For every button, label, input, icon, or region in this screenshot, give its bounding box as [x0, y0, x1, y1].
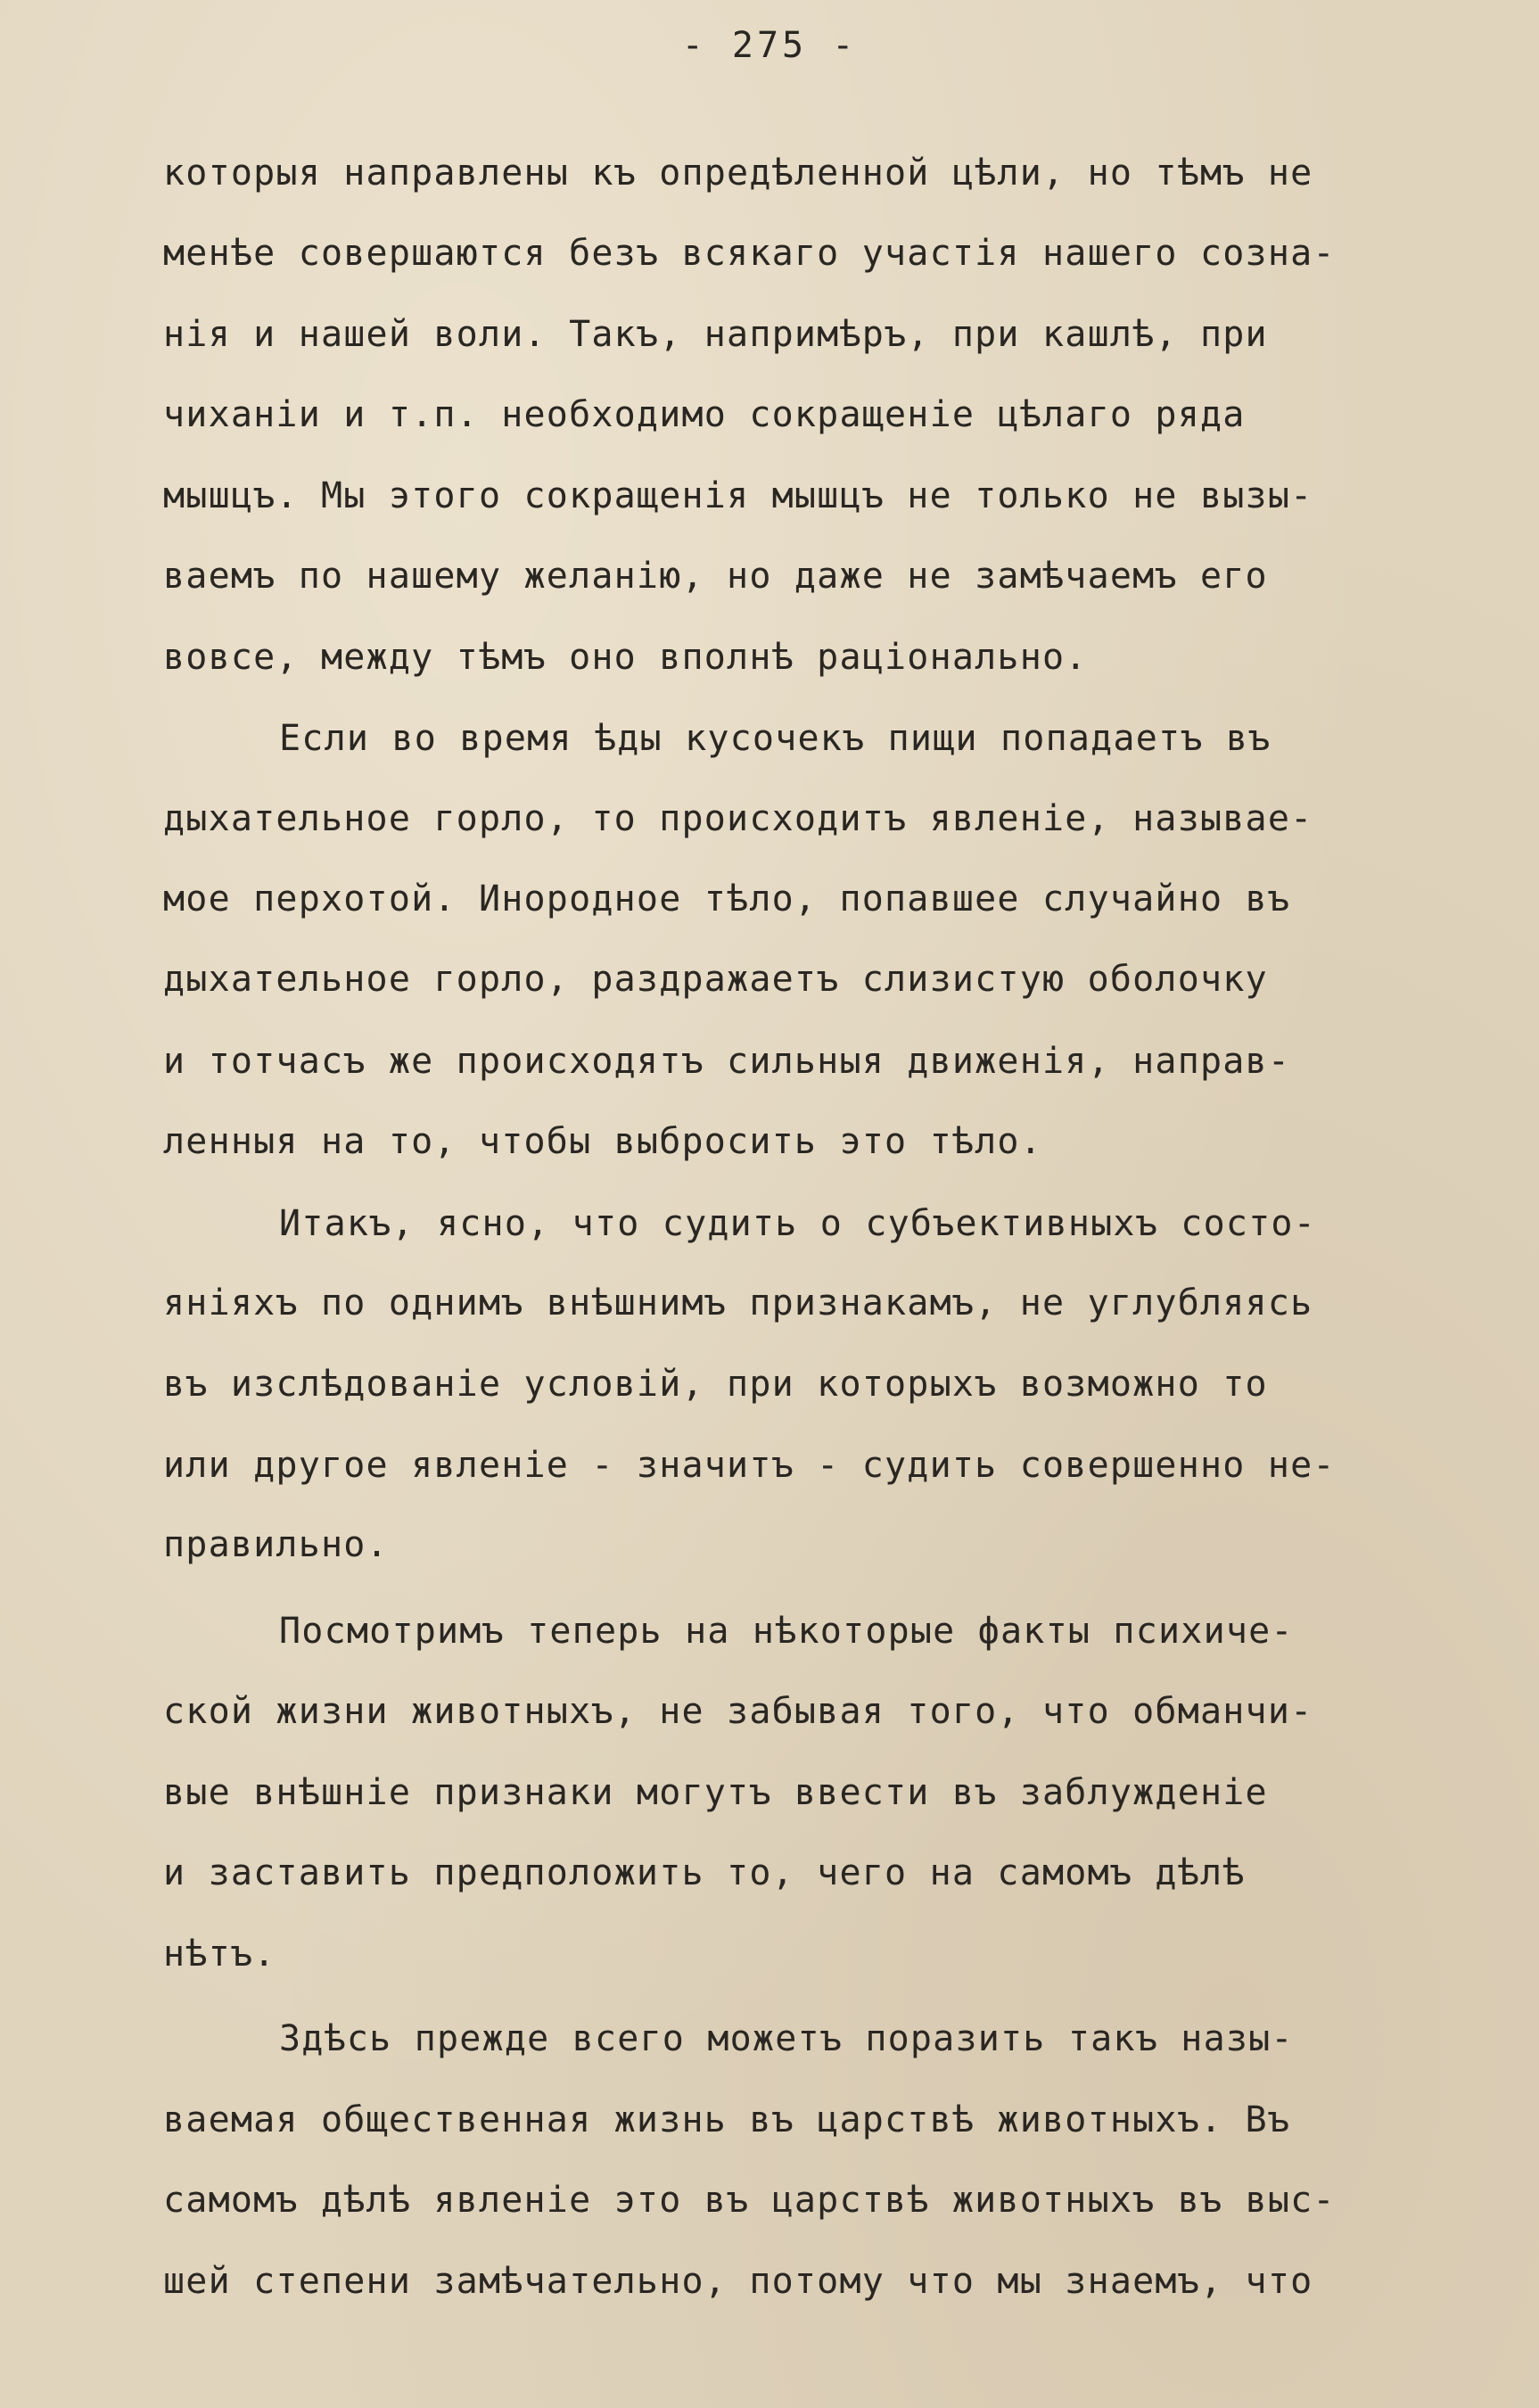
text-line: нія и нашей воли. Такъ, напримѣръ, при кашлѣ, при	[163, 314, 1268, 355]
text-line: нѣтъ.	[163, 1934, 276, 1975]
text-line: въ изслѣдованіе условій, при которыхъ возможно то	[163, 1364, 1268, 1405]
text-line: мое перхотой. Инородное тѣло, попавшее случайно въ	[163, 878, 1291, 919]
text-line: менѣе совершаются безъ всякаго участія нашего созна-	[163, 233, 1336, 274]
text-line: чиханіи и т.п. необходимо сокращеніе цѣлаго ряда	[163, 394, 1246, 435]
text-line: яніяхъ по однимъ внѣшнимъ признакамъ, не углубляясь	[163, 1282, 1313, 1324]
text-line: и заставить предположить то, чего на самомъ дѣлѣ	[163, 1852, 1246, 1893]
text-line: самомъ дѣлѣ явленіе это въ царствѣ животныхъ въ выс-	[163, 2180, 1336, 2221]
text-line: дыхательное горло, то происходитъ явленіе, называе-	[163, 798, 1313, 839]
text-line: или другое явленіе - значитъ - судить совершенно не-	[163, 1445, 1336, 1486]
text-line: и тотчасъ же происходятъ сильныя движенія, направ-	[163, 1041, 1291, 1082]
text-line: ваемъ по нашему желанію, но даже не замѣчаемъ его	[163, 556, 1268, 597]
text-line: мышцъ. Мы этого сокращенія мышцъ не только не вызы-	[163, 475, 1313, 516]
text-line: шей степени замѣчательно, потому что мы знаемъ, что	[163, 2261, 1313, 2302]
paragraph-first-line: Здѣсь прежде всего можетъ поразить такъ назы-	[279, 2018, 1294, 2059]
paragraph-first-line: Если во время ѣды кусочекъ пищи попадаетъ въ	[279, 718, 1272, 759]
paragraph-first-line: Посмотримъ теперь на нѣкоторые факты психиче-	[279, 1611, 1294, 1652]
text-line: ваемая общественная жизнь въ царствѣ животныхъ. Въ	[163, 2099, 1291, 2140]
text-line: ской жизни животныхъ, не забывая того, что обманчи-	[163, 1691, 1313, 1732]
text-line: которыя направлены къ опредѣленной цѣли, но тѣмъ не	[163, 153, 1313, 194]
text-line: правильно.	[163, 1524, 389, 1565]
text-line: дыхательное горло, раздражаетъ слизистую оболочку	[163, 959, 1268, 1000]
text-line: ленныя на то, чтобы выбросить это тѣло.	[163, 1121, 1042, 1162]
paragraph-first-line: Итакъ, ясно, что судить о субъективныхъ состо-	[279, 1203, 1316, 1244]
text-line: вые внѣшніе признаки могутъ ввести въ заблужденіе	[163, 1772, 1268, 1813]
page-number: - 275 -	[681, 25, 858, 66]
text-line: вовсе, между тѣмъ оно вполнѣ раціонально.	[163, 637, 1088, 678]
